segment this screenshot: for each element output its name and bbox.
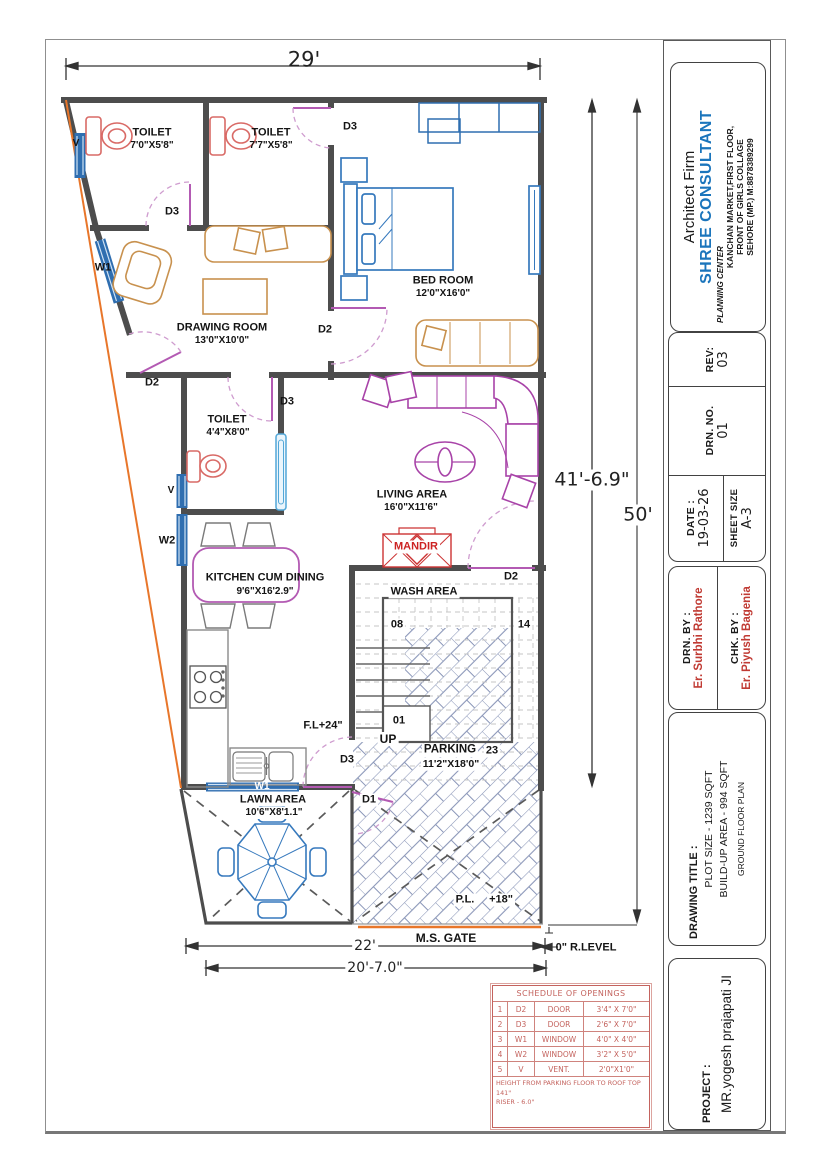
schedule-row bbox=[493, 1062, 649, 1077]
up-label: UP bbox=[379, 732, 397, 746]
marker-w1-lawn: W1 bbox=[254, 781, 270, 792]
bedroom-furniture bbox=[341, 103, 540, 366]
schedule-row bbox=[493, 1002, 649, 1017]
schedule-title: SCHEDULE OF OPENINGS bbox=[493, 986, 649, 1002]
marker-v-toilet3: V bbox=[167, 485, 175, 496]
drawing-title-label: DRAWING TITLE : bbox=[688, 845, 700, 939]
cell-code: D2 bbox=[508, 1002, 535, 1017]
schedule-of-openings bbox=[492, 985, 650, 1128]
cell-code: W1 bbox=[508, 1032, 535, 1047]
drn-no-label: DRN. NO. bbox=[703, 405, 716, 456]
stair-number-01: 01 bbox=[392, 714, 406, 727]
chk-by-label: CHK. BY : bbox=[729, 611, 742, 665]
rev-label: REV: bbox=[703, 346, 716, 373]
marker-v-toilet1: V bbox=[72, 138, 80, 149]
drn-chk-box bbox=[668, 566, 766, 710]
firm-address-2: FRONT OF GIRLS COLLAGE bbox=[735, 139, 745, 255]
marker-w1-drawing: W1 bbox=[94, 261, 112, 274]
parking-stair-number: 23 bbox=[485, 744, 499, 757]
cell-size: 3'4" X 7'0" bbox=[584, 1002, 649, 1017]
room-kitchen-size: 9'6"X16'2.9" bbox=[236, 586, 294, 597]
buildup-area-value: BUILD-UP AREA - 994 SQFT bbox=[718, 760, 730, 898]
dim-top: 29' bbox=[287, 47, 321, 72]
sheet-size-value: A-3 bbox=[740, 507, 755, 529]
marker-d3-parking: D3 bbox=[339, 753, 355, 766]
firm-name: SHREE CONSULTANT bbox=[698, 110, 715, 284]
room-bedroom-size: 12'0"X16'0" bbox=[415, 288, 471, 299]
stair-number-14: 14 bbox=[517, 618, 531, 631]
room-living-name: LIVING AREA bbox=[376, 488, 448, 501]
cell-no: 4 bbox=[493, 1047, 508, 1062]
marker-d3-bedroom: D3 bbox=[342, 120, 358, 133]
cell-size: 2'0"X1'0" bbox=[584, 1062, 649, 1077]
stove bbox=[190, 666, 226, 708]
dim-side-inner: 41'-6.9" bbox=[554, 468, 630, 491]
marker-d1-lawn: D1 bbox=[361, 793, 377, 806]
drawing-title-box bbox=[668, 712, 766, 946]
cell-size: 3'2" X 5'0" bbox=[584, 1047, 649, 1062]
cell-code: W2 bbox=[508, 1047, 535, 1062]
lawn-table-set bbox=[218, 806, 326, 918]
schedule-note bbox=[493, 1077, 649, 1110]
floor-plan-name: GROUND FLOOR PLAN bbox=[736, 782, 746, 876]
cell-type: DOOR bbox=[535, 1017, 584, 1032]
cell-no: 3 bbox=[493, 1032, 508, 1047]
room-toilet1-name: TOILET bbox=[132, 126, 172, 139]
room-lawn-size: 10'6"X8'1.1" bbox=[245, 807, 303, 818]
stair-number-08: 08 bbox=[390, 618, 404, 631]
room-drawing-size: 13'0"X10'0" bbox=[194, 335, 250, 346]
cell-type: DOOR bbox=[535, 1002, 584, 1017]
firm-box bbox=[670, 62, 766, 332]
dim-bottom-inner: 22' bbox=[354, 938, 376, 954]
schedule-row bbox=[493, 1017, 649, 1032]
schedule-note-line1: HEIGHT FROM PARKING FLOOR TO ROOF TOP 141" bbox=[496, 1079, 641, 1097]
cell-no: 1 bbox=[493, 1002, 508, 1017]
drn-by-label: DRN. BY : bbox=[680, 611, 693, 665]
room-parking-name: PARKING bbox=[423, 743, 477, 756]
cell-type: VENT. bbox=[535, 1062, 584, 1077]
floor-level-label: F.L+24" bbox=[303, 719, 343, 732]
firm-type: PLANNING CENTER bbox=[716, 246, 725, 323]
marker-d2-living: D2 bbox=[503, 570, 519, 583]
drn-no-value: 01 bbox=[715, 422, 731, 439]
cell-type: WINDOW bbox=[535, 1047, 584, 1062]
room-parking-size: 11'2"X18'0" bbox=[422, 757, 480, 770]
schedule-row bbox=[493, 1047, 649, 1062]
ms-gate-label: M.S. GATE bbox=[415, 931, 477, 945]
schedule-note-line2: RISER - 6.0" bbox=[496, 1098, 535, 1107]
herringbone-floor bbox=[353, 628, 542, 924]
living-furniture bbox=[363, 372, 538, 508]
dim-bottom-outer: 20'-7.0" bbox=[347, 960, 403, 976]
cell-code: V bbox=[508, 1062, 535, 1077]
cell-size: 2'6" X 7'0" bbox=[584, 1017, 649, 1032]
room-toilet3-size: 4'4"X8'0" bbox=[206, 427, 250, 438]
room-kitchen-name: KITCHEN CUM DINING bbox=[205, 571, 325, 584]
rev-value: 03 bbox=[715, 351, 731, 368]
schedule-row bbox=[493, 1032, 649, 1047]
cell-no: 5 bbox=[493, 1062, 508, 1077]
sheet-size-label: SHEET SIZE bbox=[729, 488, 740, 548]
plinth-level-value: +18" bbox=[489, 893, 513, 906]
firm-address-1: KANCHAN MARKET,FIRST FLOOR, bbox=[725, 125, 735, 269]
room-bedroom-name: BED ROOM bbox=[412, 274, 474, 287]
shower-panel bbox=[276, 434, 286, 510]
room-lawn-name: LAWN AREA bbox=[239, 793, 307, 806]
plot-boundary-line bbox=[66, 100, 181, 788]
room-living-size: 16'0"X11'6" bbox=[384, 502, 438, 513]
marker-d2-bedroom: D2 bbox=[317, 323, 333, 336]
plot-size-value: PLOT SIZE - 1239 SQFT bbox=[703, 770, 715, 888]
drawing-room-furniture bbox=[110, 226, 331, 314]
dim-side-outer: 50' bbox=[623, 503, 653, 526]
room-mandir-name: MANDIR bbox=[394, 540, 438, 553]
firm-address-3: SEHORE (MP.) M:8878389299 bbox=[745, 138, 755, 256]
plinth-level-label: P.L. bbox=[455, 893, 475, 906]
project-value: MR.yogesh prajapati JI bbox=[718, 974, 734, 1114]
cell-no: 2 bbox=[493, 1017, 508, 1032]
marker-d3-toilet3: D3 bbox=[279, 395, 295, 408]
r-level-label: 0" R.LEVEL bbox=[555, 941, 617, 954]
room-wash-name: WASH AREA bbox=[390, 585, 458, 598]
rev-drn-date-box bbox=[668, 332, 766, 562]
project-label: PROJECT : bbox=[700, 1064, 713, 1123]
project-box bbox=[668, 958, 766, 1130]
room-toilet2-name: TOILET bbox=[251, 126, 291, 139]
room-drawing-name: DRAWING ROOM bbox=[176, 321, 268, 334]
marker-d3-toilets: D3 bbox=[164, 205, 180, 218]
room-toilet2-size: 7'7"X5'8" bbox=[249, 140, 293, 151]
sink bbox=[233, 752, 293, 781]
date-value: 19-03-26 bbox=[696, 488, 712, 548]
firm-label: Architect Firm bbox=[681, 150, 698, 244]
room-toilet1-size: 7'0"X5'8" bbox=[130, 140, 174, 151]
marker-d2-drawing: D2 bbox=[144, 376, 160, 389]
room-toilet3-name: TOILET bbox=[207, 413, 247, 426]
cell-type: WINDOW bbox=[535, 1032, 584, 1047]
cell-size: 4'0" X 4'0" bbox=[584, 1032, 649, 1047]
cell-code: D3 bbox=[508, 1017, 535, 1032]
drn-by-value: Er. Surbhi Rathore bbox=[692, 587, 705, 689]
marker-w2-kitchen: W2 bbox=[158, 534, 176, 547]
date-label: DATE : bbox=[684, 499, 697, 537]
chk-by-value: Er. Piyush Bagenia bbox=[741, 586, 754, 690]
